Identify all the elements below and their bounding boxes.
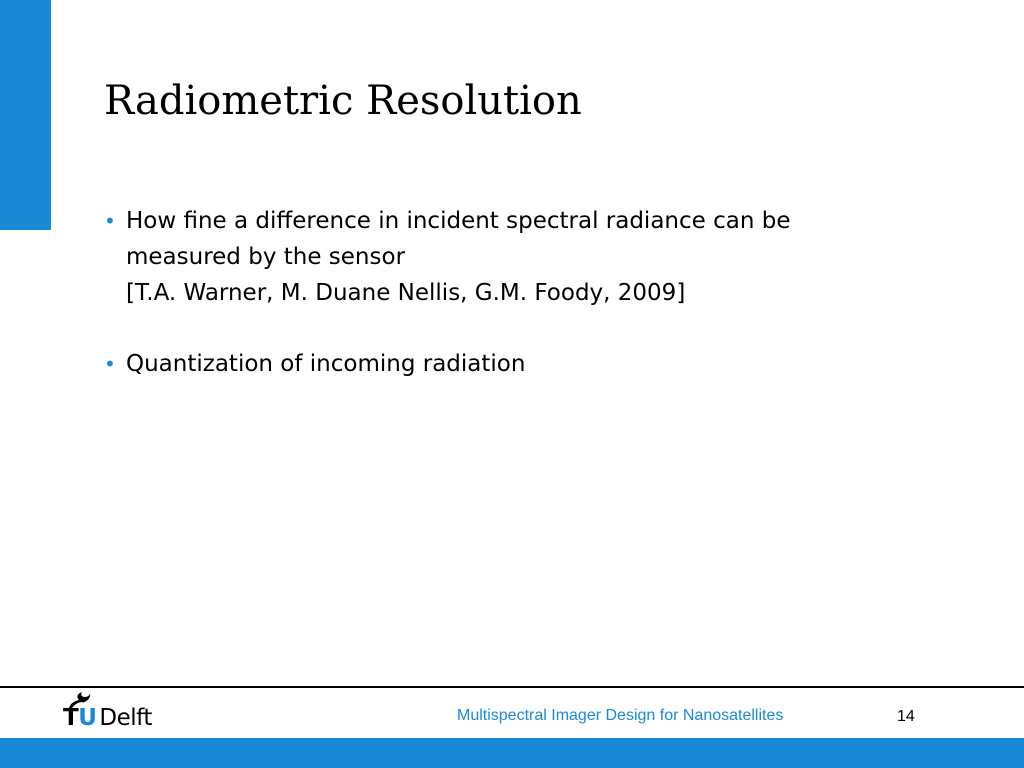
presentation-title: Multispectral Imager Design for Nanosatellites [457,707,784,724]
logo-wordmark [63,706,152,730]
citation-line: [T.A. Warner, M. Duane Nellis, G.M. Foody, 2009] [126,280,686,306]
tu-delft-logo [63,692,173,736]
logo-u: U [78,705,97,731]
logo-t: T [63,705,79,731]
page-number: 14 [897,708,915,725]
logo-delft: Delft [99,705,152,731]
bullet-item [104,203,964,311]
bullet-list [104,203,964,382]
bullet-dot-icon: • [104,209,116,233]
bullet-item [104,346,964,382]
bullet-text-line: How fine a difference in incident spectral radiance can be [126,208,791,234]
accent-bar [0,0,51,230]
footer-divider [0,686,1024,688]
bullet-dot-icon: • [104,352,116,376]
slide-title: Radiometric Resolution [104,78,582,124]
bottom-band [0,738,1024,768]
bullet-text-line: Quantization of incoming radiation [126,351,526,377]
bullet-text-line: measured by the sensor [126,244,406,270]
